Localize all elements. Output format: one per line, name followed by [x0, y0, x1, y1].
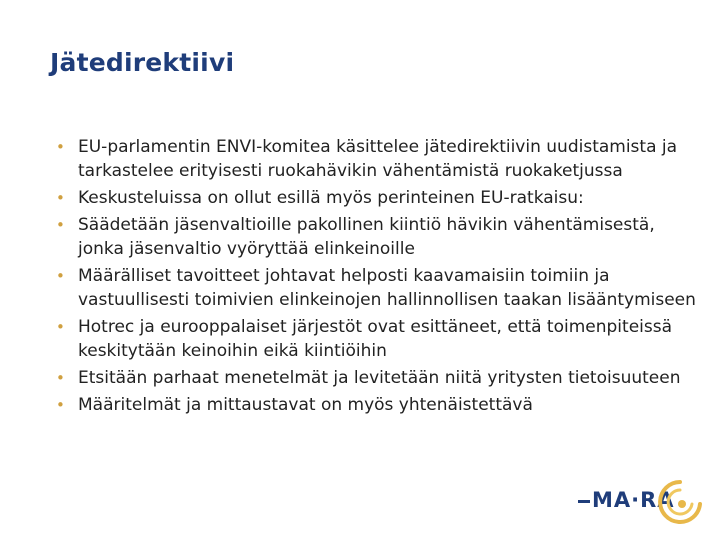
logo-wordmark: MA·RA	[592, 488, 675, 512]
bullet-icon: •	[56, 318, 65, 336]
bullet-text: Hotrec ja eurooppalaiset järjestöt ovat esittäneet, että toimenpiteissä keskitytään keinoihin eikä kiintiöihin	[78, 317, 673, 361]
bullet-text: Etsitään parhaat menetelmät ja levitetään niitä yritysten tietoisuuteen	[78, 368, 681, 388]
bullet-icon: •	[56, 216, 65, 234]
bullet-list	[52, 135, 702, 420]
mara-logo	[578, 478, 708, 528]
bullet-text: Määrälliset tavoitteet johtavat helposti kaavamaisiin toimiin ja vastuullisesti toimivien elinkeinojen hallinnollisen taakan lisääntymiseen	[78, 266, 696, 310]
logo-rule	[578, 500, 590, 503]
bullet-item	[52, 264, 702, 312]
bullet-icon: •	[56, 189, 65, 207]
slide-title: Jätedirektiivi	[50, 48, 235, 77]
bullet-text: Keskusteluissa on ollut esillä myös perinteinen EU-ratkaisu:	[78, 188, 584, 208]
mara-swirl-logo-icon	[658, 478, 702, 526]
bullet-icon: •	[56, 369, 65, 387]
bullet-item	[52, 366, 702, 390]
bullet-item	[52, 213, 702, 261]
bullet-item	[52, 186, 702, 210]
bullet-item	[52, 315, 702, 363]
bullet-text: Määritelmät ja mittaustavat on myös yhtenäistettävä	[78, 395, 533, 415]
bullet-text: EU-parlamentin ENVI-komitea käsittelee jätedirektiivin uudistamista ja tarkastelee erityisesti ruokahävikin vähentämistä ruokaketjussa	[78, 137, 678, 181]
bullet-icon: •	[56, 267, 65, 285]
bullet-text: Säädetään jäsenvaltioille pakollinen kiintiö hävikin vähentämisestä, jonka jäsenvaltio vyöryttää elinkeinoille	[78, 215, 655, 259]
bullet-item	[52, 393, 702, 417]
bullet-icon: •	[56, 138, 65, 156]
bullet-item	[52, 135, 702, 183]
bullet-icon: •	[56, 396, 65, 414]
